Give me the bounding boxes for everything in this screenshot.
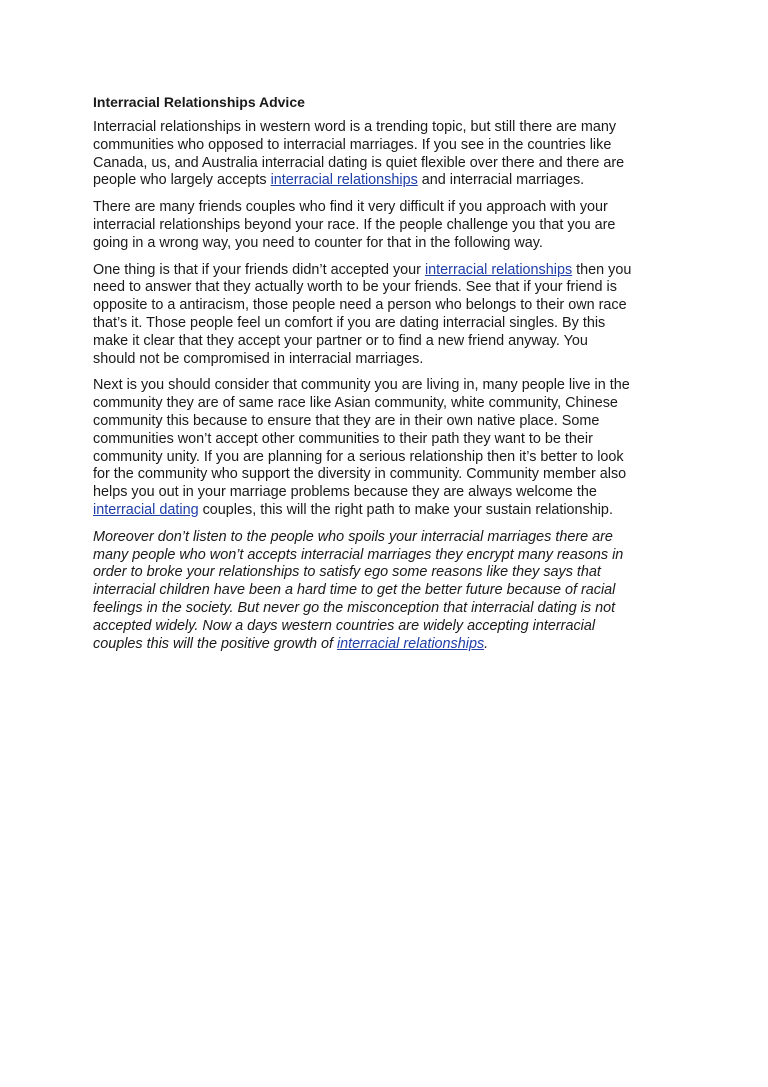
paragraph-line (93, 502, 683, 520)
paragraph-line (93, 484, 683, 502)
hyperlink[interactable]: interracial dating (93, 501, 199, 518)
text-run: Next is you should consider that community you are living in, many people live in the (93, 377, 630, 394)
text-run: and interracial marriages. (417, 172, 585, 189)
paragraph-line (93, 377, 683, 395)
text-run: Moreover don’t listen to the people who spoils your interracial marriages there are (93, 528, 613, 545)
paragraph-2 (93, 199, 683, 252)
paragraph-5 (93, 529, 683, 654)
text-run: helps you out in your marriage problems because they are always welcome the (93, 484, 597, 501)
text-run: communities won’t accept other communities to their path they want to be their (93, 430, 593, 447)
paragraph-line (93, 636, 683, 654)
text-run: community this because to ensure that they are in their own native place. Some (93, 412, 600, 429)
text-run: people who largely accepts (93, 172, 271, 189)
paragraph-line (93, 137, 683, 155)
text-run: for the community who support the diversity in community. Community member also (93, 466, 627, 483)
paragraph-line (93, 315, 683, 333)
paragraph-3 (93, 262, 683, 369)
text-run: should not be compromised in interracial marriages. (93, 350, 424, 367)
text-run: One thing is that if your friends didn’t accepted your (93, 261, 425, 278)
paragraph-line (93, 172, 683, 190)
paragraph-line (93, 297, 683, 315)
text-run: interracial children have been a hard time to get the better future because of racial (93, 582, 616, 599)
paragraph-line (93, 199, 683, 217)
document-body (93, 93, 683, 662)
text-run: Canada, us, and Australia interracial dating is quiet flexible over there and there are (93, 154, 625, 171)
hyperlink[interactable]: interracial relationships (270, 172, 418, 189)
paragraph-line (93, 466, 683, 484)
paragraph-4 (93, 377, 683, 519)
text-run: interracial relationships beyond your race. If the people challenge you that you are (93, 216, 616, 233)
text-run: then you (572, 261, 632, 278)
paragraph-line (93, 235, 683, 253)
paragraph-line (93, 395, 683, 413)
paragraph-line (93, 529, 683, 547)
text-run: Interracial relationships in western word is a trending topic, but still there are many (93, 119, 617, 135)
paragraph-line (93, 217, 683, 235)
text-run: opposite to a antiracism, those people need a person who belongs to their own race (93, 297, 627, 314)
paragraph-line (93, 333, 683, 351)
paragraph-line (93, 449, 683, 467)
text-run: There are many friends couples who find it very difficult if you approach with your (93, 199, 608, 216)
paragraph-line (93, 413, 683, 431)
paragraph-line (93, 431, 683, 449)
text-run: . (484, 635, 489, 652)
text-run: many people who won’t accepts interracial marriages they encrypt many reasons in (93, 546, 624, 563)
text-run: going in a wrong way, you need to counter for that in the following way. (93, 234, 543, 251)
text-run: community unity. If you are planning for a serious relationship then it’s better to look (93, 448, 624, 465)
text-run: communities who opposed to interracial marriages. If you see in the countries like (93, 136, 612, 153)
paragraph-line (93, 262, 683, 280)
paragraph-line (93, 351, 683, 369)
hyperlink[interactable]: interracial relationships (336, 635, 485, 652)
hyperlink[interactable]: interracial relationships (424, 261, 573, 278)
paragraph-line (93, 155, 683, 173)
text-run: feelings in the society. But never go the misconception that interracial dating is not (93, 599, 616, 616)
text-run: that’s it. Those people feel un comfort if you are dating interracial singles. By this (93, 314, 606, 331)
paragraph-line (93, 547, 683, 565)
paragraph-line (93, 564, 683, 582)
text-run: couples, this will the right path to make your sustain relationship. (198, 501, 613, 518)
text-run: community they are of same race like Asian community, white community, Chinese (93, 395, 618, 412)
document-title: Interracial Relationships Advice (93, 94, 305, 110)
paragraph-1 (93, 119, 683, 190)
paragraph-line (93, 119, 683, 137)
paragraph-line (93, 279, 683, 297)
paragraph-list (93, 119, 683, 653)
text-run: accepted widely. Now a days western countries are widely accepting interracial (93, 617, 596, 634)
paragraph-line (93, 600, 683, 618)
text-run: couples this will the positive growth of (93, 635, 337, 652)
text-run: order to broke your relationships to satisfy ego some reasons like they says that (93, 564, 601, 581)
text-run: make it clear that they accept your partner or to find a new friend anyway. You (93, 332, 588, 349)
paragraph-line (93, 582, 683, 600)
text-run: need to answer that they actually worth to be your friends. See that if your friend is (93, 279, 617, 296)
paragraph-line (93, 618, 683, 636)
